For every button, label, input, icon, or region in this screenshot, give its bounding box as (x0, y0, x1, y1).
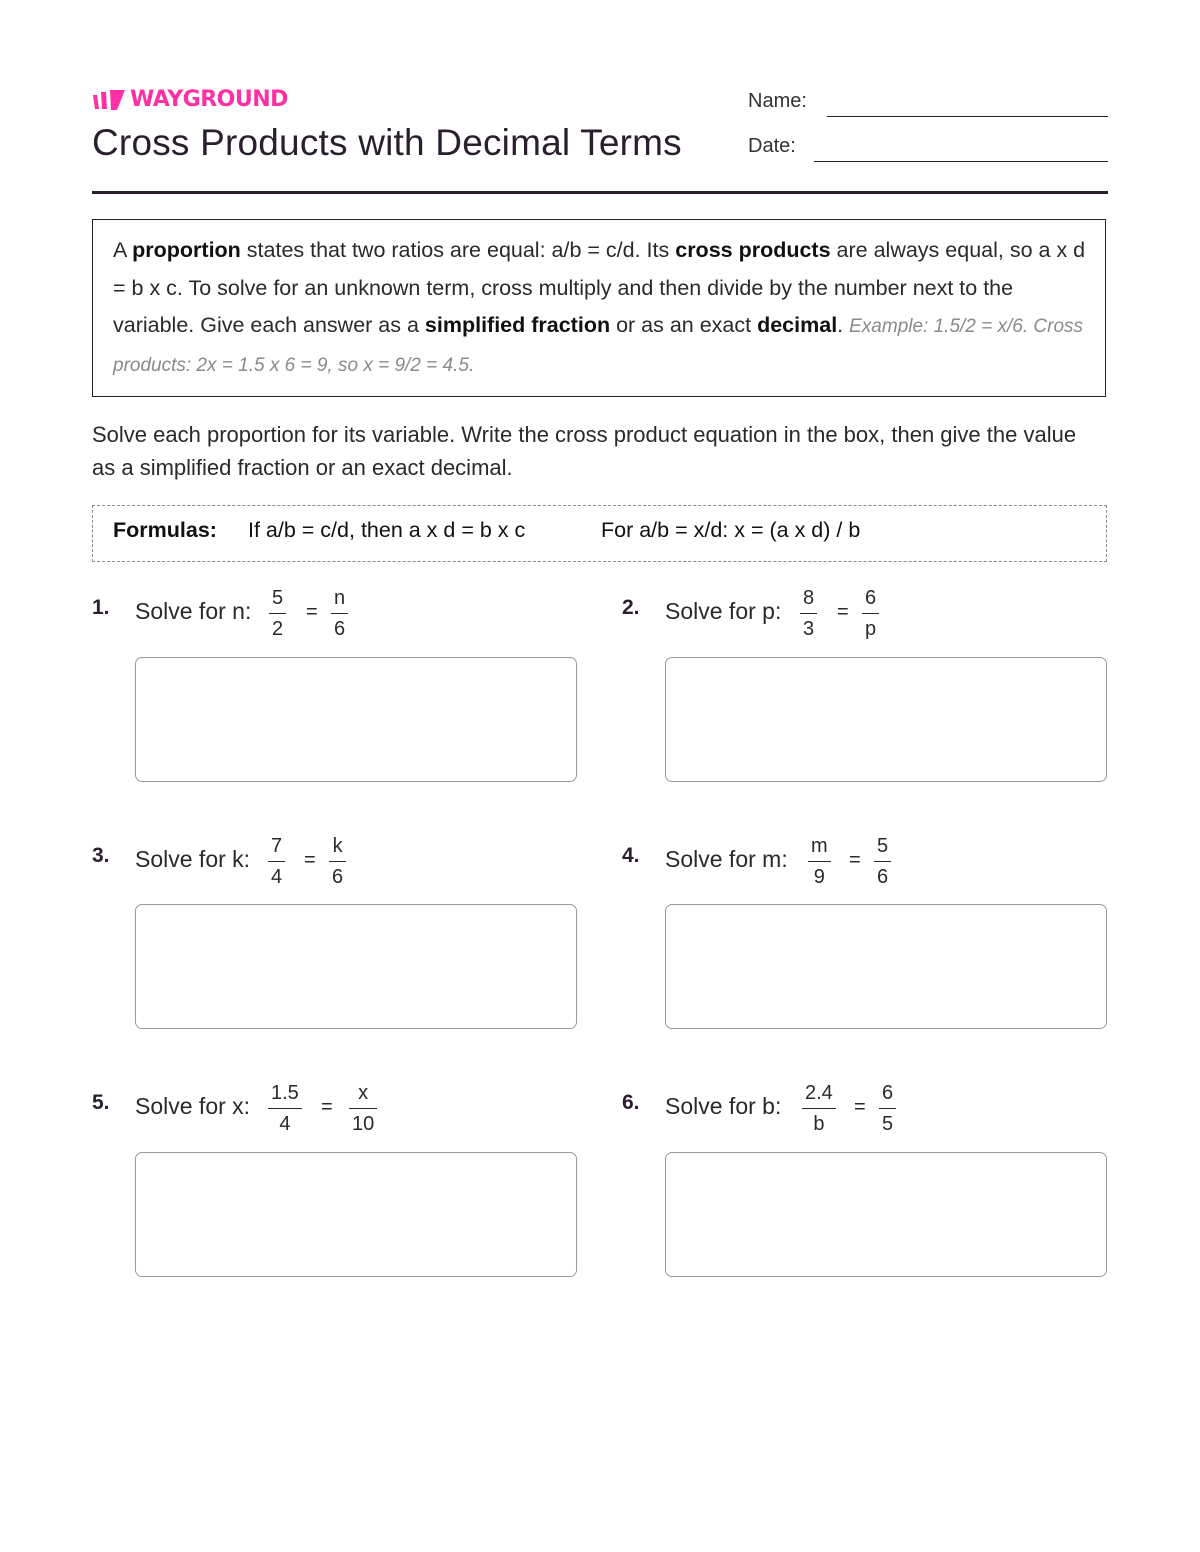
formula-solve-x: For a/b = x/d: x = (a x d) / b (601, 518, 861, 542)
fraction-left: m 9 (808, 834, 831, 889)
name-label: Name: (748, 90, 807, 112)
intro-text: A proportion states that two ratios are equal: a/b = c/d. Its cross products are always equal, so a x d = b x c. To solve for an unknown term, cross multiply and then divide by the number next to the variable. Give each answer as a simplified fraction or as an exact decimal. Example: 1.5/2 = x/6. Cross products: 2x = 1.5 x 6 = 9, so x = 9/2 = 4.5. (113, 238, 1086, 376)
problem-label: Solve for n: (135, 598, 252, 624)
fraction-right: 5 6 (874, 834, 891, 889)
answer-box[interactable] (135, 1152, 577, 1277)
instructions: Solve each proportion for its variable. Write the cross product equation in the box, then give the value as a simplified fraction or an exact decimal. (92, 422, 1077, 480)
header-divider (92, 191, 1108, 194)
problem-number: 2. (622, 596, 640, 619)
formula-cross-products: If a/b = c/d, then a x d = b x c (248, 518, 526, 542)
fraction-left: 5 2 (269, 586, 286, 641)
date-field[interactable] (814, 161, 1108, 162)
equals-sign: = (854, 1096, 866, 1118)
problem-label: Solve for x: (135, 1093, 251, 1119)
problem-label: Solve for m: (665, 846, 788, 872)
intro-example: Example: 1.5/2 = x/6. Cross products: 2x = 1.5 x 6 = 9, so x = 9/2 = 4.5. (113, 316, 1084, 376)
equals-sign: = (304, 849, 316, 871)
equals-sign: = (321, 1096, 333, 1118)
fraction-right: 6 p (862, 586, 879, 641)
page-title: Cross Products with Decimal Terms (92, 122, 682, 163)
date-label: Date: (748, 135, 796, 157)
answer-box[interactable] (665, 657, 1107, 782)
problem-label: Solve for b: (665, 1093, 782, 1119)
formula-label: Formulas: (113, 518, 217, 542)
problem-number: 1. (92, 596, 110, 619)
fraction-right: k 6 (329, 834, 346, 889)
fraction-right: x 10 (349, 1081, 377, 1136)
wayground-logo-icon (92, 89, 126, 111)
brand-logo (92, 86, 288, 114)
equals-sign: = (837, 601, 849, 623)
brand-name: WAYGROUND (130, 87, 288, 112)
fraction-left: 1.5 4 (268, 1081, 302, 1136)
problem-number: 4. (622, 844, 640, 867)
problem-number: 6. (622, 1091, 640, 1114)
equals-sign: = (306, 601, 318, 623)
equals-sign: = (849, 849, 861, 871)
answer-box[interactable] (665, 1152, 1107, 1277)
answer-box[interactable] (665, 904, 1107, 1029)
problem-number: 5. (92, 1091, 110, 1114)
answer-box[interactable] (135, 657, 577, 782)
name-field[interactable] (827, 116, 1108, 117)
problem-label: Solve for p: (665, 598, 782, 624)
fraction-left: 7 4 (268, 834, 285, 889)
problem-number: 3. (92, 844, 110, 867)
fraction-right: n 6 (331, 586, 348, 641)
fraction-right: 6 5 (879, 1081, 896, 1136)
fraction-left: 2.4 b (802, 1081, 836, 1136)
problem-label: Solve for k: (135, 846, 251, 872)
fraction-left: 8 3 (800, 586, 817, 641)
formula-box (92, 505, 1107, 562)
answer-box[interactable] (135, 904, 577, 1029)
